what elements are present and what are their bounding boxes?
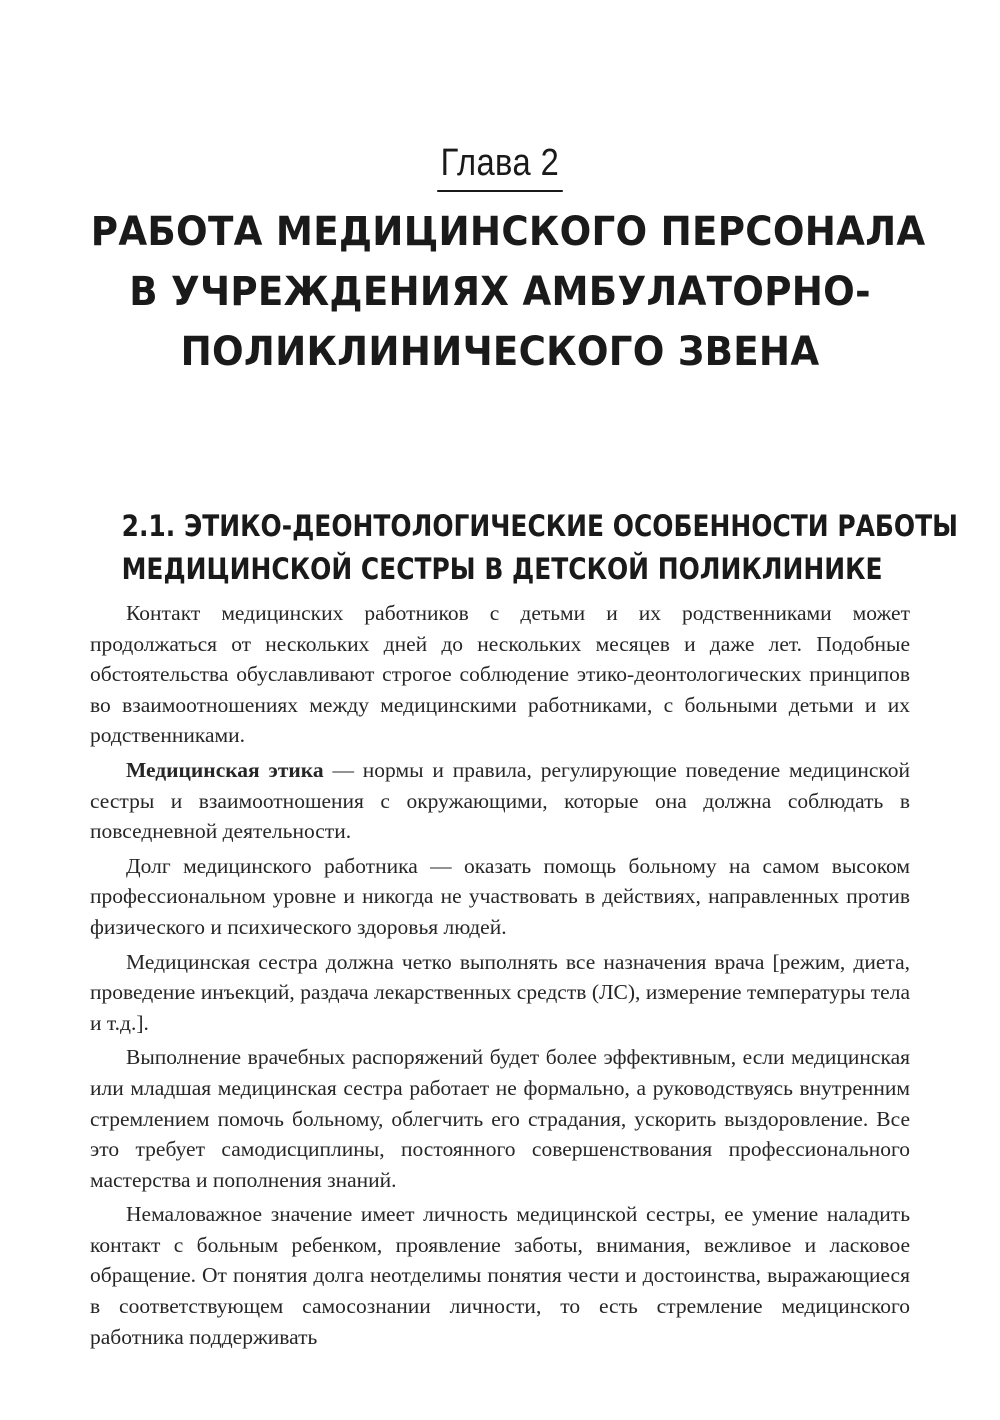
paragraph: Медицинская сестра должна четко выполнять все назначения врача [режим, диета, проведение инъекций, раздача лекарственных средств (ЛС), измерение температуры тела и т.д.]. (90, 949, 910, 1035)
paragraph: Долг медицинского работника — оказать помощь больному на самом высоком профессиональном уровне и никогда не участвовать в действиях, направленных против физического и психического здоровья людей. (90, 853, 910, 939)
chapter-title (90, 202, 926, 382)
section-title (121, 505, 958, 591)
chapter-title-line: В УЧРЕЖДЕНИЯХ АМБУЛАТОРНО- (129, 269, 871, 315)
term-medical-ethics: Медицинская этика (126, 757, 324, 782)
section-title-line: 2.1. ЭТИКО-ДЕОНТОЛОГИЧЕСКИЕ ОСОБЕННОСТИ РАБОТЫ (121, 509, 958, 543)
paragraph: Контакт медицинских работников с детьми и их родственниками может продолжаться от нескольких дней до нескольких месяцев и даже лет. Подобные обстоятельства обуславливают строгое соблюдение этико-деонтологических принципов во взаимоотношениях между медицинскими работниками, с больными детьми и их родственниками. (90, 601, 910, 748)
paragraph (90, 755, 910, 847)
definition-text: — нормы и правила, регулирующие поведение медицинской сестры и взаимоотношения с окружающими, которые она должна соблюдать в повседневной деятельности. (90, 757, 910, 844)
chapter-number: Глава 2 (437, 140, 562, 192)
chapter-title-line: ПОЛИКЛИНИЧЕСКОГО ЗВЕНА (180, 329, 820, 375)
paragraph: Немаловажное значение имеет личность медицинской сестры, ее умение наладить контакт с больным ребенком, проявление заботы, внимания, вежливое и ласковое обращение. От понятия долга неотделимы понятия чести и достоинства, выражающиеся в соответствующем самосознании личности, то есть стремление медицинского работника поддерживать (90, 1202, 910, 1349)
paragraph: Выполнение врачебных распоряжений будет более эффективным, если медицинская или младшая медицинская сестра работает не формально, а руководствуясь внутренним стремлением помочь больному, облегчить его страдания, ускорить выздоровление. Все это требует самодисциплины, постоянного совершенствования профессионального мастерства и пополнения знаний. (90, 1045, 910, 1192)
chapter-label (0, 140, 1000, 192)
chapter-title-line: РАБОТА МЕДИЦИНСКОГО ПЕРСОНАЛА (90, 209, 926, 255)
section-title-line: МЕДИЦИНСКОЙ СЕСТРЫ В ДЕТСКОЙ ПОЛИКЛИНИКЕ (121, 552, 883, 586)
body-text (90, 598, 910, 1356)
